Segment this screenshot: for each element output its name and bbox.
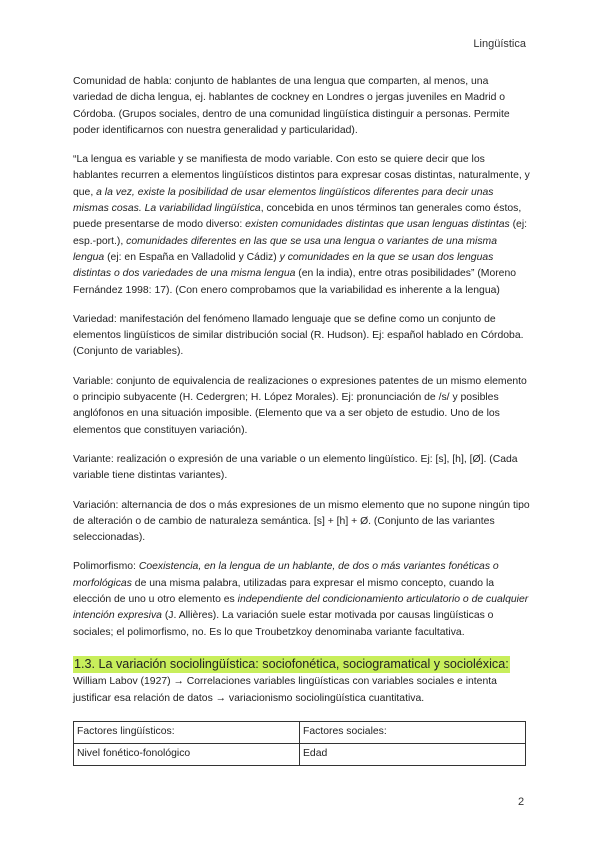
labov-paragraph: William Labov (1927) → Correlaciones variables lingüísticas con variables sociales e intenta justificar esa relación de datos → variacionismo sociolingüística cuantitativa. xyxy=(73,676,497,704)
definition-variacion: Variación: alternancia de dos o más expresiones de un mismo elemento que no supone ningún tipo de alteración o de cambio de naturaleza semántica. [s] + [h] + Ø. (Conjunto de las variantes seleccionadas). xyxy=(73,499,530,544)
quote-part-9: (en la india), entre otras posibilidades” (Moreno Fernández 1998: 17). (Con enero comprobamos que la variabilidad es inherente a la lengua) xyxy=(73,268,517,296)
polimorfismo-part-1: Polimorfismo: xyxy=(73,561,139,573)
quote-part-3: , concebida en unos términos tan generales como éstos, puede presentarse de modo diverso: xyxy=(73,203,522,231)
page-content xyxy=(73,74,531,766)
page-number: 2 xyxy=(518,796,525,808)
polimorfismo-part-2: Coexistencia, en la lengua de un hablante, de dos o más variantes fonéticas o morfológicas xyxy=(73,561,499,589)
table-header-cell: Factores lingüísticos: xyxy=(74,721,300,743)
factors-table xyxy=(73,721,526,766)
section-title-highlighted: 1.3. La variación sociolingüística: sociofonética, sociogramatical y socioléxica: xyxy=(74,656,509,671)
quote-part-7: (ej: en España en Valladolid y Cádiz) xyxy=(104,251,280,263)
definition-comunidad-de-habla: Comunidad de habla: conjunto de hablantes de una lengua que comparten, al menos, una variedad de dicha lengua, ej. hablantes de cockney en Londres o jergas juveniles en Madrid o Córdoba. (Grupos sociales, dentro de una comunidad lingüística distinguir a personas. Permite poder identificarnos con nuestra generalidad y particularidad). xyxy=(73,76,510,136)
quote-moreno-fernandez xyxy=(73,152,531,299)
table-cell: Edad xyxy=(300,743,526,765)
quote-part-1: “La lengua es variable y se manifiesta de modo variable. Con esto se quiere decir que los hablantes recurren a elementos lingüísticos distintos para expresar cosas distintas, naturalmente, y que, xyxy=(73,154,530,198)
running-header: Lingüística xyxy=(473,38,526,50)
table-cell: Nivel fonético-fonológico xyxy=(74,743,300,765)
polimorfismo-part-3: de una misma palabra, utilizadas para expresar el mismo concepto, cuando la elección de uno u otro elemento es xyxy=(73,577,495,606)
quote-part-8: y comunidades en la que se usan dos lenguas distintas o dos variedades de una misma lengua xyxy=(73,251,494,280)
quote-part-5: (ej: esp.-port.), xyxy=(73,219,528,247)
polimorfismo-part-4: independiente del condicionamiento articulatorio o de cualquier intención expresiva xyxy=(73,594,529,622)
table-header-cell: Factores sociales: xyxy=(300,721,526,743)
table-row xyxy=(74,743,526,765)
quote-part-4: existen comunidades distintas que usan lenguas distintas xyxy=(245,219,510,231)
table-header-row xyxy=(74,721,526,743)
definition-variedad: Variedad: manifestación del fenómeno llamado lenguaje que se define como un conjunto de elementos lingüísticos de similar distribución social (R. Hudson). Ej: español hablado en Córdoba. (Conjunto de variables). xyxy=(73,313,524,358)
definition-variable: Variable: conjunto de equivalencia de realizaciones o expresiones patentes de un mismo elemento o principio subyacente (H. Cedergren; H. López Morales). Ej: pronunciación de /s/ y posibles anglófonos en una situación imposible. (Elemento que va a ser objeto de estudio. Uno de los elementos que constituyen variación). xyxy=(73,375,527,436)
quote-part-2: a la vez, existe la posibilidad de usar elementos lingüísticos diferentes para decir unas mismas cosas. La variabilidad lingüística xyxy=(73,186,494,215)
definition-variante: Variante: realización o expresión de una variable o un elemento lingüístico. Ej: [s], [h], [Ø]. (Cada variable tiene distintas variantes). xyxy=(73,453,518,482)
quote-part-6: comunidades diferentes en las que se usa una lengua o variantes de una misma lengua xyxy=(73,235,497,263)
definition-polimorfismo xyxy=(73,559,531,640)
section-heading xyxy=(73,654,531,674)
polimorfismo-part-5: (J. Allières). La variación suele estar motivada por causas lingüísticas o sociales; el polimorfismo, no. Es lo que Troubetzkoy denominaba variante facultativa. xyxy=(73,610,494,638)
